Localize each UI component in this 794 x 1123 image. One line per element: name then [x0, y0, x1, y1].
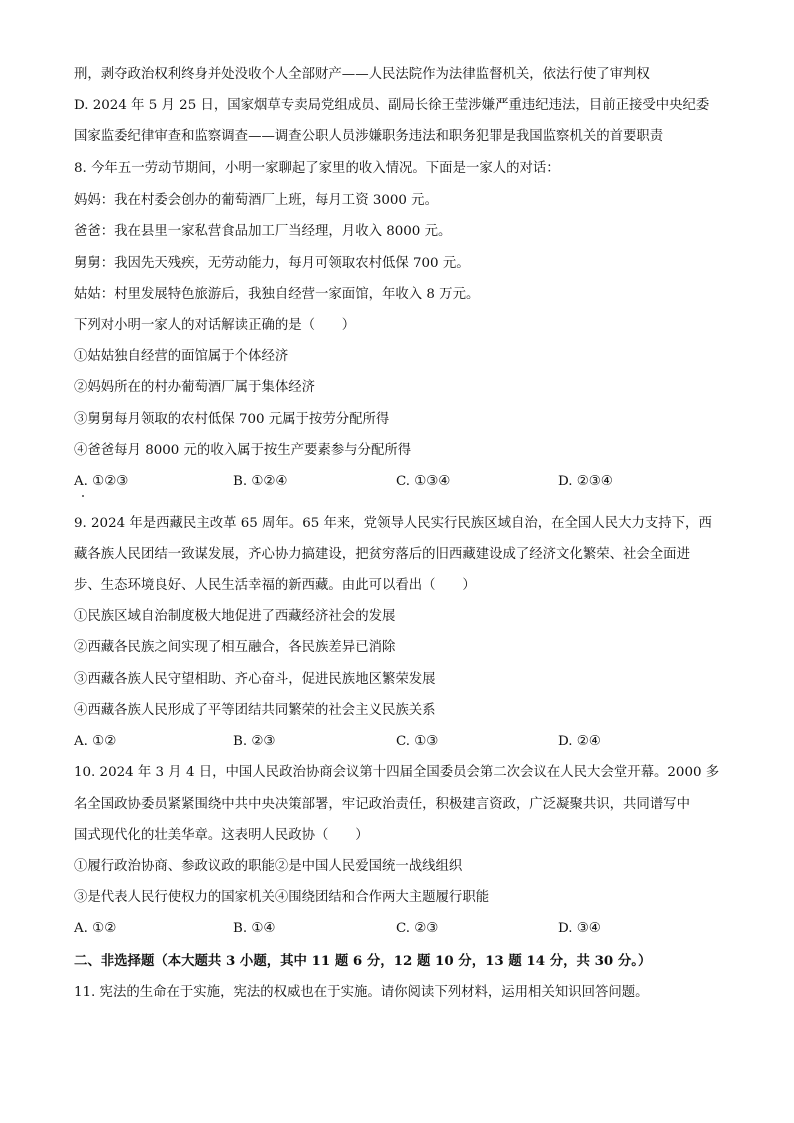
q10-choice-b: B. ①④ — [233, 921, 276, 936]
q8-choice-a: A. ①②③ — [74, 474, 129, 489]
q8-dialogue-mom: 妈妈：我在村委会创办的葡萄酒厂上班，每月工资 3000 元。 — [74, 193, 438, 208]
q8-dialogue-uncle: 舅舅：我因先天残疾，无劳动能力，每月可领取农村低保 700 元。 — [74, 256, 470, 271]
q9-stem-line2: 藏各族人民团结一致谋发展，齐心协力搞建设，把贫穷落后的旧西藏建设成了经济文化繁荣、社会全面进 — [74, 547, 690, 562]
q8-choice-c: C. ①③④ — [396, 474, 451, 489]
section-2-heading: 二、非选择题（本大题共 3 小题，其中 11 题 6 分，12 题 10 分，13 题 14 分，共 30 分。） — [74, 953, 652, 969]
q7-option-d-line1: D. 2024 年 5 月 25 日，国家烟草专卖局党组成员、副局长徐王莹涉嫌严重违纪违法，目前正接受中央纪委 — [74, 98, 710, 113]
q10-statements-3-4: ③是代表人民行使权力的国家机关④围绕团结和合作两大主题履行职能 — [74, 890, 490, 905]
stray-dot — [82, 495, 84, 497]
q8-statement-4: ④爸爸每月 8000 元的收入属于按生产要素参与分配所得 — [74, 443, 412, 458]
q9-stem-line1: 9. 2024 年是西藏民主改革 65 周年。65 年来，党领导人民实行民族区域自治，在全国人民大力支持下，西 — [74, 516, 712, 531]
q8-dialogue-aunt: 姑姑：村里发展特色旅游后，我独自经营一家面馆，年收入 8 万元。 — [74, 287, 480, 302]
q9-choice-c: C. ①③ — [396, 734, 439, 749]
q7-option-c-continued: 刑，剥夺政治权利终身并处没收个人全部财产——人民法院作为法律监督机关，依法行使了审判权 — [74, 67, 650, 82]
q8-question: 下列对小明一家人的对话解读正确的是（ ） — [74, 318, 356, 333]
q11-stem: 11. 宪法的生命在于实施，宪法的权威也在于实施。请你阅读下列材料，运用相关知识回答问题。 — [74, 985, 649, 1000]
q10-statements-1-2: ①履行政治协商、参政议政的职能②是中国人民爱国统一战线组织 — [74, 859, 463, 874]
q10-choice-a: A. ①② — [74, 921, 117, 936]
q9-choice-d: D. ②④ — [558, 734, 601, 749]
q9-stem-line3: 步、生态环境良好、人民生活幸福的新西藏。由此可以看出（ ） — [74, 578, 476, 593]
q10-stem-line3: 国式现代化的壮美华章。这表明人民政协（ ） — [74, 828, 369, 843]
q8-statement-3: ③舅舅每月领取的农村低保 700 元属于按劳分配所得 — [74, 412, 390, 427]
q8-choice-d: D. ②③④ — [558, 474, 613, 489]
q9-statement-3: ③西藏各族人民守望相助、齐心奋斗，促进民族地区繁荣发展 — [74, 672, 436, 687]
q8-statement-2: ②妈妈所在的村办葡萄酒厂属于集体经济 — [74, 380, 316, 395]
q8-stem: 8. 今年五一劳动节期间，小明一家聊起了家里的收入情况。下面是一家人的对话： — [74, 161, 560, 176]
q9-statement-4: ④西藏各族人民形成了平等团结共同繁荣的社会主义民族关系 — [74, 703, 436, 718]
q8-choice-b: B. ①②④ — [233, 474, 288, 489]
q7-option-d-line2: 国家监委纪律审查和监察调查——调查公职人员涉嫌职务违法和职务犯罪是我国监察机关的首要职责 — [74, 129, 664, 144]
q8-statement-1: ①姑姑独自经营的面馆属于个体经济 — [74, 349, 289, 364]
q8-dialogue-dad: 爸爸：我在县里一家私营食品加工厂当经理，月收入 8000 元。 — [74, 224, 452, 239]
q10-choice-d: D. ③④ — [558, 921, 601, 936]
q9-statement-1: ①民族区域自治制度极大地促进了西藏经济社会的发展 — [74, 609, 396, 624]
q9-choice-b: B. ②③ — [233, 734, 276, 749]
q10-choice-c: C. ②③ — [396, 921, 439, 936]
q10-stem-line2: 名全国政协委员紧紧围绕中共中央决策部署，牢记政治责任，积极建言资政，广泛凝聚共识，共同谱写中 — [74, 797, 690, 812]
q9-statement-2: ②西藏各民族之间实现了相互融合，各民族差异已消除 — [74, 640, 396, 655]
q10-stem-line1: 10. 2024 年 3 月 4 日，中国人民政治协商会议第十四届全国委员会第二次会议在人民大会堂开幕。2000 多 — [74, 765, 720, 780]
q9-choice-a: A. ①② — [74, 734, 117, 749]
